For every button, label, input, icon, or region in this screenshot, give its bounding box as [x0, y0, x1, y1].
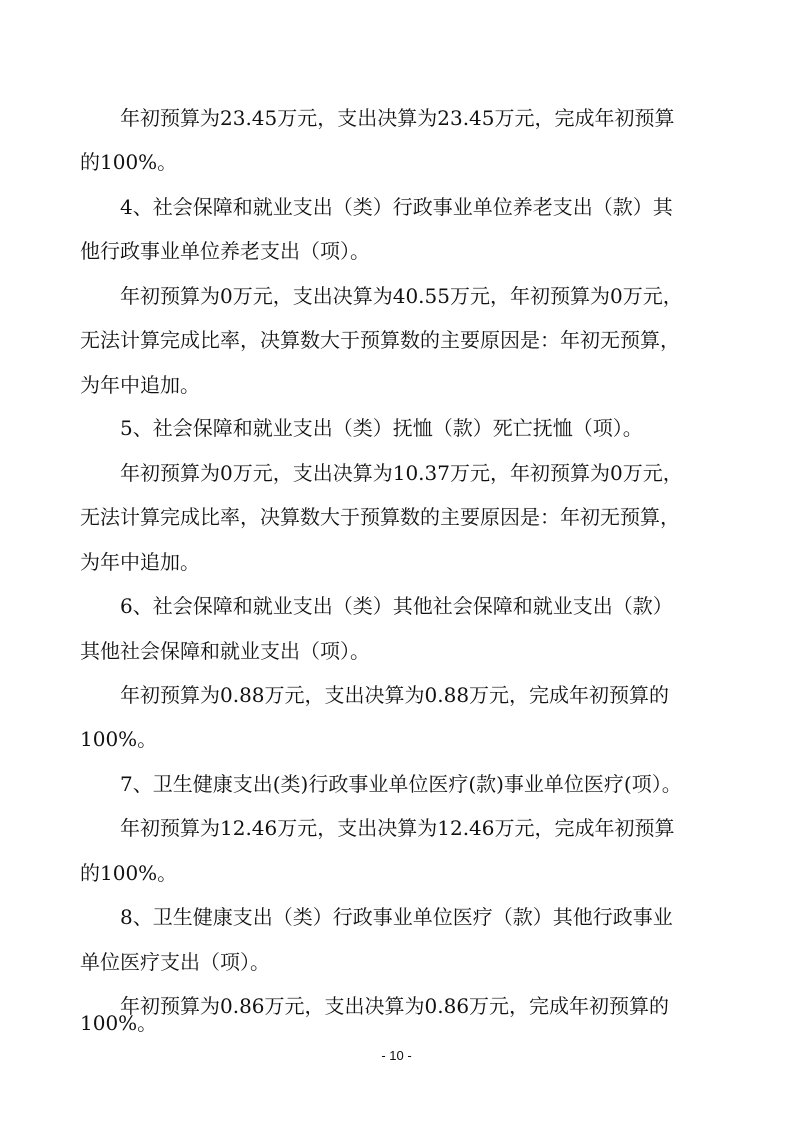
paragraph-text: 的100%。: [80, 150, 178, 174]
paragraph-text: 年初预算为23.45万元，支出决算为23.45万元，完成年初预算: [120, 106, 675, 130]
paragraph-text: 年初预算为0.88万元，支出决算为0.88万元，完成年初预算的: [120, 683, 670, 707]
paragraph-text: 单位医疗支出（项）。: [80, 950, 270, 974]
paragraph-line: [0, 145, 793, 179]
paragraph-line: [0, 323, 793, 357]
paragraph-line: [0, 767, 793, 801]
page-number: - 10 -: [381, 1048, 412, 1063]
paragraph-line: [0, 678, 793, 712]
paragraph-text: 年初预算为0万元，支出决算为40.55万元，年初预算为0万元，: [120, 284, 683, 308]
paragraph-line: [0, 589, 793, 623]
paragraph-line: [0, 368, 793, 402]
paragraph-text: 7、卫生健康支出(类)行政事业单位医疗(款)事业单位医疗(项）。: [120, 772, 682, 796]
paragraph-text: 他行政事业单位养老支出（项）。: [80, 239, 370, 263]
paragraph-line: [0, 634, 793, 668]
paragraph-text: 无法计算完成比率，决算数大于预算数的主要原因是：年初无预算，: [80, 328, 680, 352]
paragraph-text: 无法计算完成比率，决算数大于预算数的主要原因是：年初无预算，: [80, 505, 680, 529]
paragraph-text: 6、社会保障和就业支出（类）其他社会保障和就业支出（款）: [120, 594, 673, 618]
paragraph-text: 100%。: [80, 1011, 158, 1035]
paragraph-line: [0, 234, 793, 268]
paragraph-text: 为年中追加。: [80, 373, 200, 397]
paragraph-text: 为年中追加。: [80, 550, 200, 574]
paragraph-line: [0, 945, 793, 979]
paragraph-text: 100%。: [80, 727, 158, 751]
paragraph-line: [0, 101, 793, 135]
paragraph-text: 8、卫生健康支出（类）行政事业单位医疗（款）其他行政事业: [120, 905, 673, 929]
paragraph-text: 的100%。: [80, 861, 178, 885]
paragraph-line: [0, 279, 793, 313]
paragraph-line: [0, 1006, 793, 1040]
paragraph-line: [0, 545, 793, 579]
paragraph-text: 年初预算为0.86万元，支出决算为0.86万元，完成年初预算的: [120, 994, 670, 1018]
paragraph-text: 年初预算为0万元，支出决算为10.37万元，年初预算为0万元，: [120, 461, 683, 485]
paragraph-line: [0, 190, 793, 224]
paragraph-line: [0, 811, 793, 845]
paragraph-text: 5、社会保障和就业支出（类）抚恤（款）死亡抚恤（项）。: [120, 416, 643, 440]
paragraph-line: [0, 856, 793, 890]
paragraph-line: [0, 456, 793, 490]
paragraph-line: [0, 411, 793, 445]
paragraph-text: 4、社会保障和就业支出（类）行政事业单位养老支出（款）其: [120, 195, 673, 219]
paragraph-line: [0, 900, 793, 934]
paragraph-text: 其他社会保障和就业支出（项）。: [80, 639, 370, 663]
paragraph-line: [0, 500, 793, 534]
paragraph-text: 年初预算为12.46万元，支出决算为12.46万元，完成年初预算: [120, 816, 675, 840]
paragraph-line: [0, 722, 793, 756]
